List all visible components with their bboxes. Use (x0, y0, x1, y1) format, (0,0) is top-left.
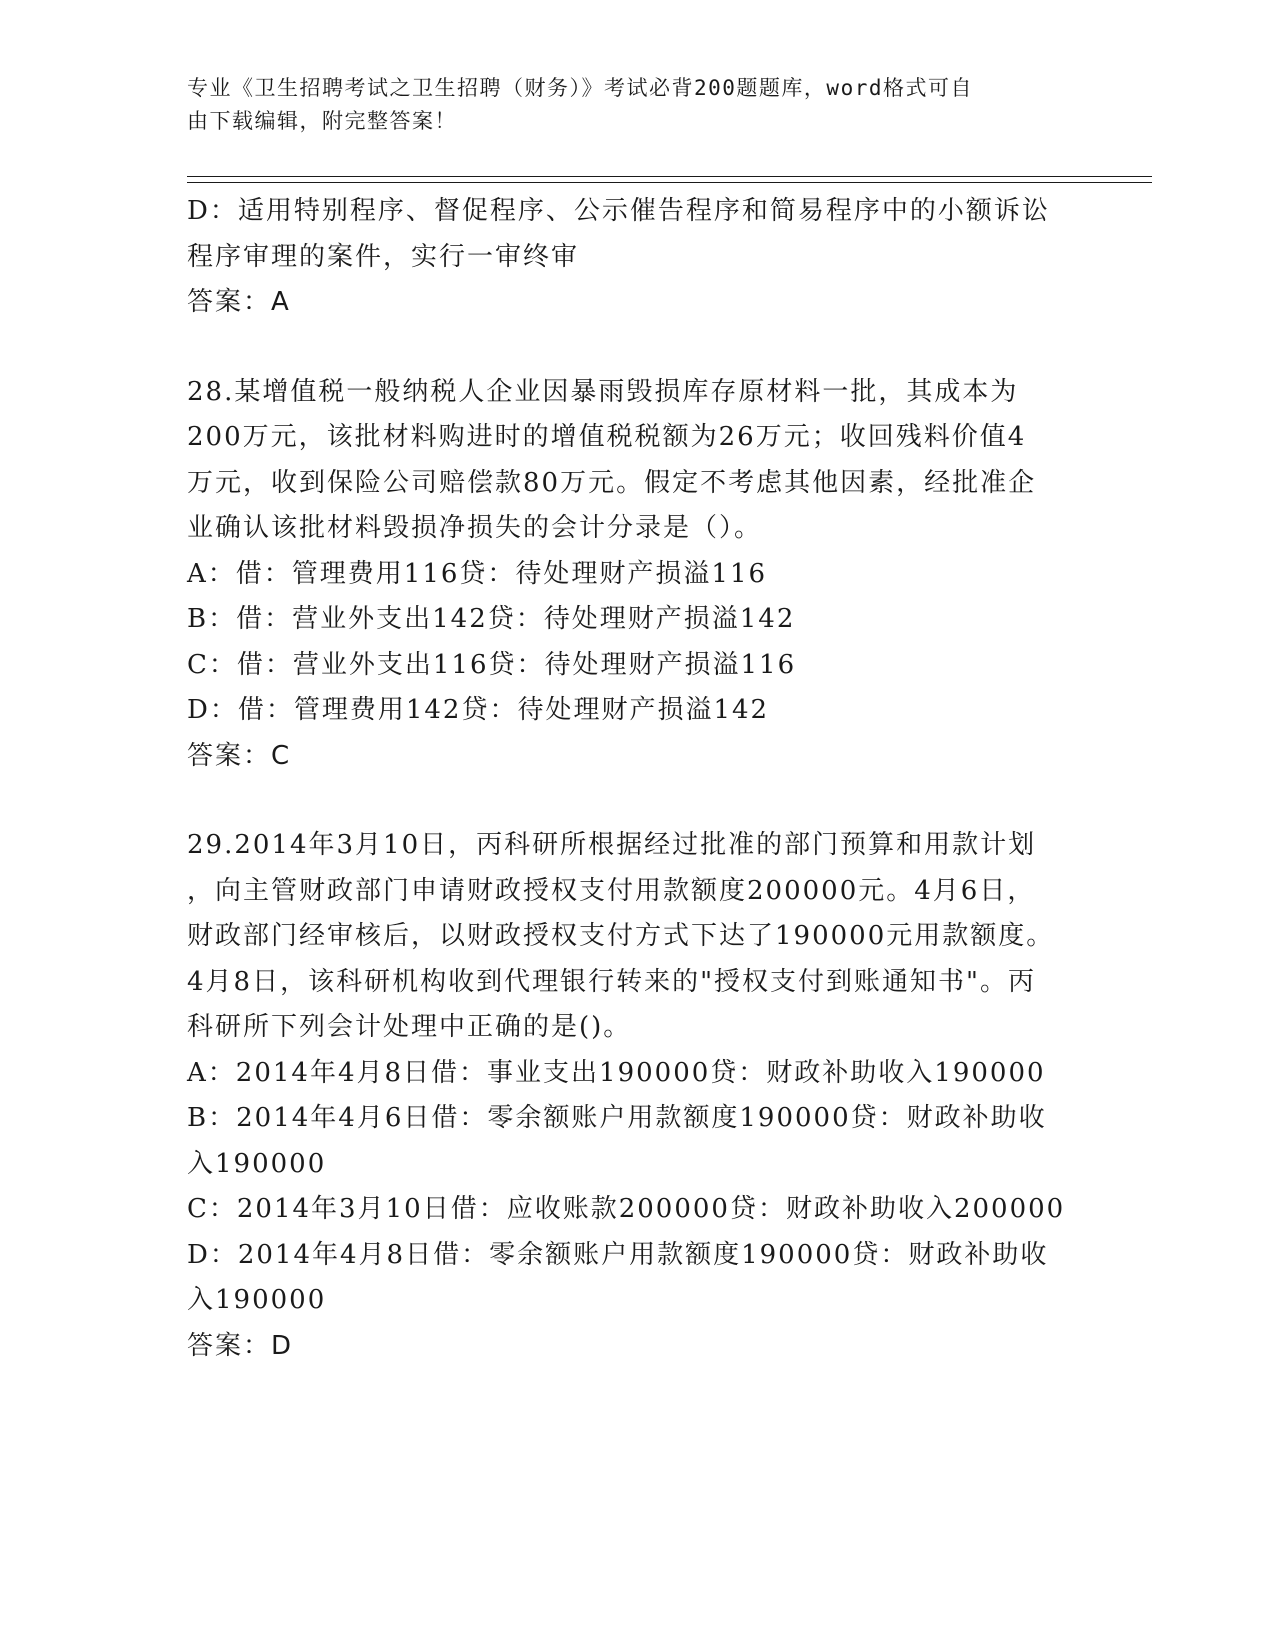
question-stem-line-5: 科研所下列会计处理中正确的是()。 (187, 1012, 632, 1042)
question-stem-line-4: 业确认该批材料毁损净损失的会计分录是（）。 (187, 513, 763, 543)
answer-line: 答案：A (187, 287, 291, 317)
option-d-line-2: 程序审理的案件，实行一审终审 (187, 241, 580, 272)
header-title-line-2: 由下载编辑，附完整答案！ (187, 109, 457, 133)
question-stem-line-1: 29.2014年3月10日，丙科研所根据经过批准的部门预算和用款计划 (187, 830, 1037, 860)
option-c: C：2014年3月10日借：应收账款200000贷：财政补助收入200000 (187, 1194, 1066, 1224)
question-content (187, 189, 1087, 1369)
question-stem-line-1: 28.某增值税一般纳税人企业因暴雨毁损库存原材料一批，其成本为 (187, 376, 1019, 407)
question-28 (187, 370, 1087, 780)
option-b-line-1: B：2014年4月6日借：零余额账户用款额度190000贷：财政补助收 (187, 1103, 1047, 1133)
spacer (187, 779, 1087, 823)
answer-line: 答案：D (187, 1330, 294, 1361)
header-rule-top (187, 176, 1152, 177)
option-b: B：借：营业外支出142贷：待处理财产损溢142 (187, 604, 796, 634)
answer-line: 答案：C (187, 740, 292, 771)
option-c: C：借：营业外支出116贷：待处理财产损溢116 (187, 649, 797, 680)
question-stem-line-2: 200万元，该批材料购进时的增值税税额为26万元；收回残料价值4 (187, 422, 1027, 452)
header-title-line-1: 专业《卫生招聘考试之卫生招聘（财务）》考试必背200题题库，word格式可自 (187, 76, 973, 100)
question-stem-line-4: 4月8日，该科研机构收到代理银行转来的"授权支付到账通知书"。丙 (187, 966, 1037, 997)
option-d-line-1: D：适用特别程序、督促程序、公示催告程序和简易程序中的小额诉讼 (187, 196, 1050, 226)
previous-question-tail (187, 189, 1087, 326)
question-stem-line-2: ，向主管财政部门申请财政授权支付用款额度200000元。4月6日， (187, 875, 1036, 906)
question-stem-line-3: 万元，收到保险公司赔偿款80万元。假定不考虑其他因素，经批准企 (187, 467, 1037, 498)
page-header (187, 72, 1067, 138)
option-d-line-2: 入190000 (187, 1285, 327, 1315)
option-d: D：借：管理费用142贷：待处理财产损溢142 (187, 695, 770, 725)
spacer (187, 326, 1087, 370)
option-d-line-1: D：2014年4月8日借：零余额账户用款额度190000贷：财政补助收 (187, 1239, 1049, 1270)
option-a: A：2014年4月8日借：事业支出190000贷：财政补助收入190000 (187, 1057, 1046, 1088)
option-a: A：借：管理费用116贷：待处理财产损溢116 (187, 558, 768, 589)
header-rule-bottom (187, 182, 1152, 183)
option-b-line-2: 入190000 (187, 1148, 327, 1179)
question-29 (187, 823, 1087, 1369)
question-stem-line-3: 财政部门经审核后，以财政授权支付方式下达了190000元用款额度。 (187, 921, 1055, 951)
